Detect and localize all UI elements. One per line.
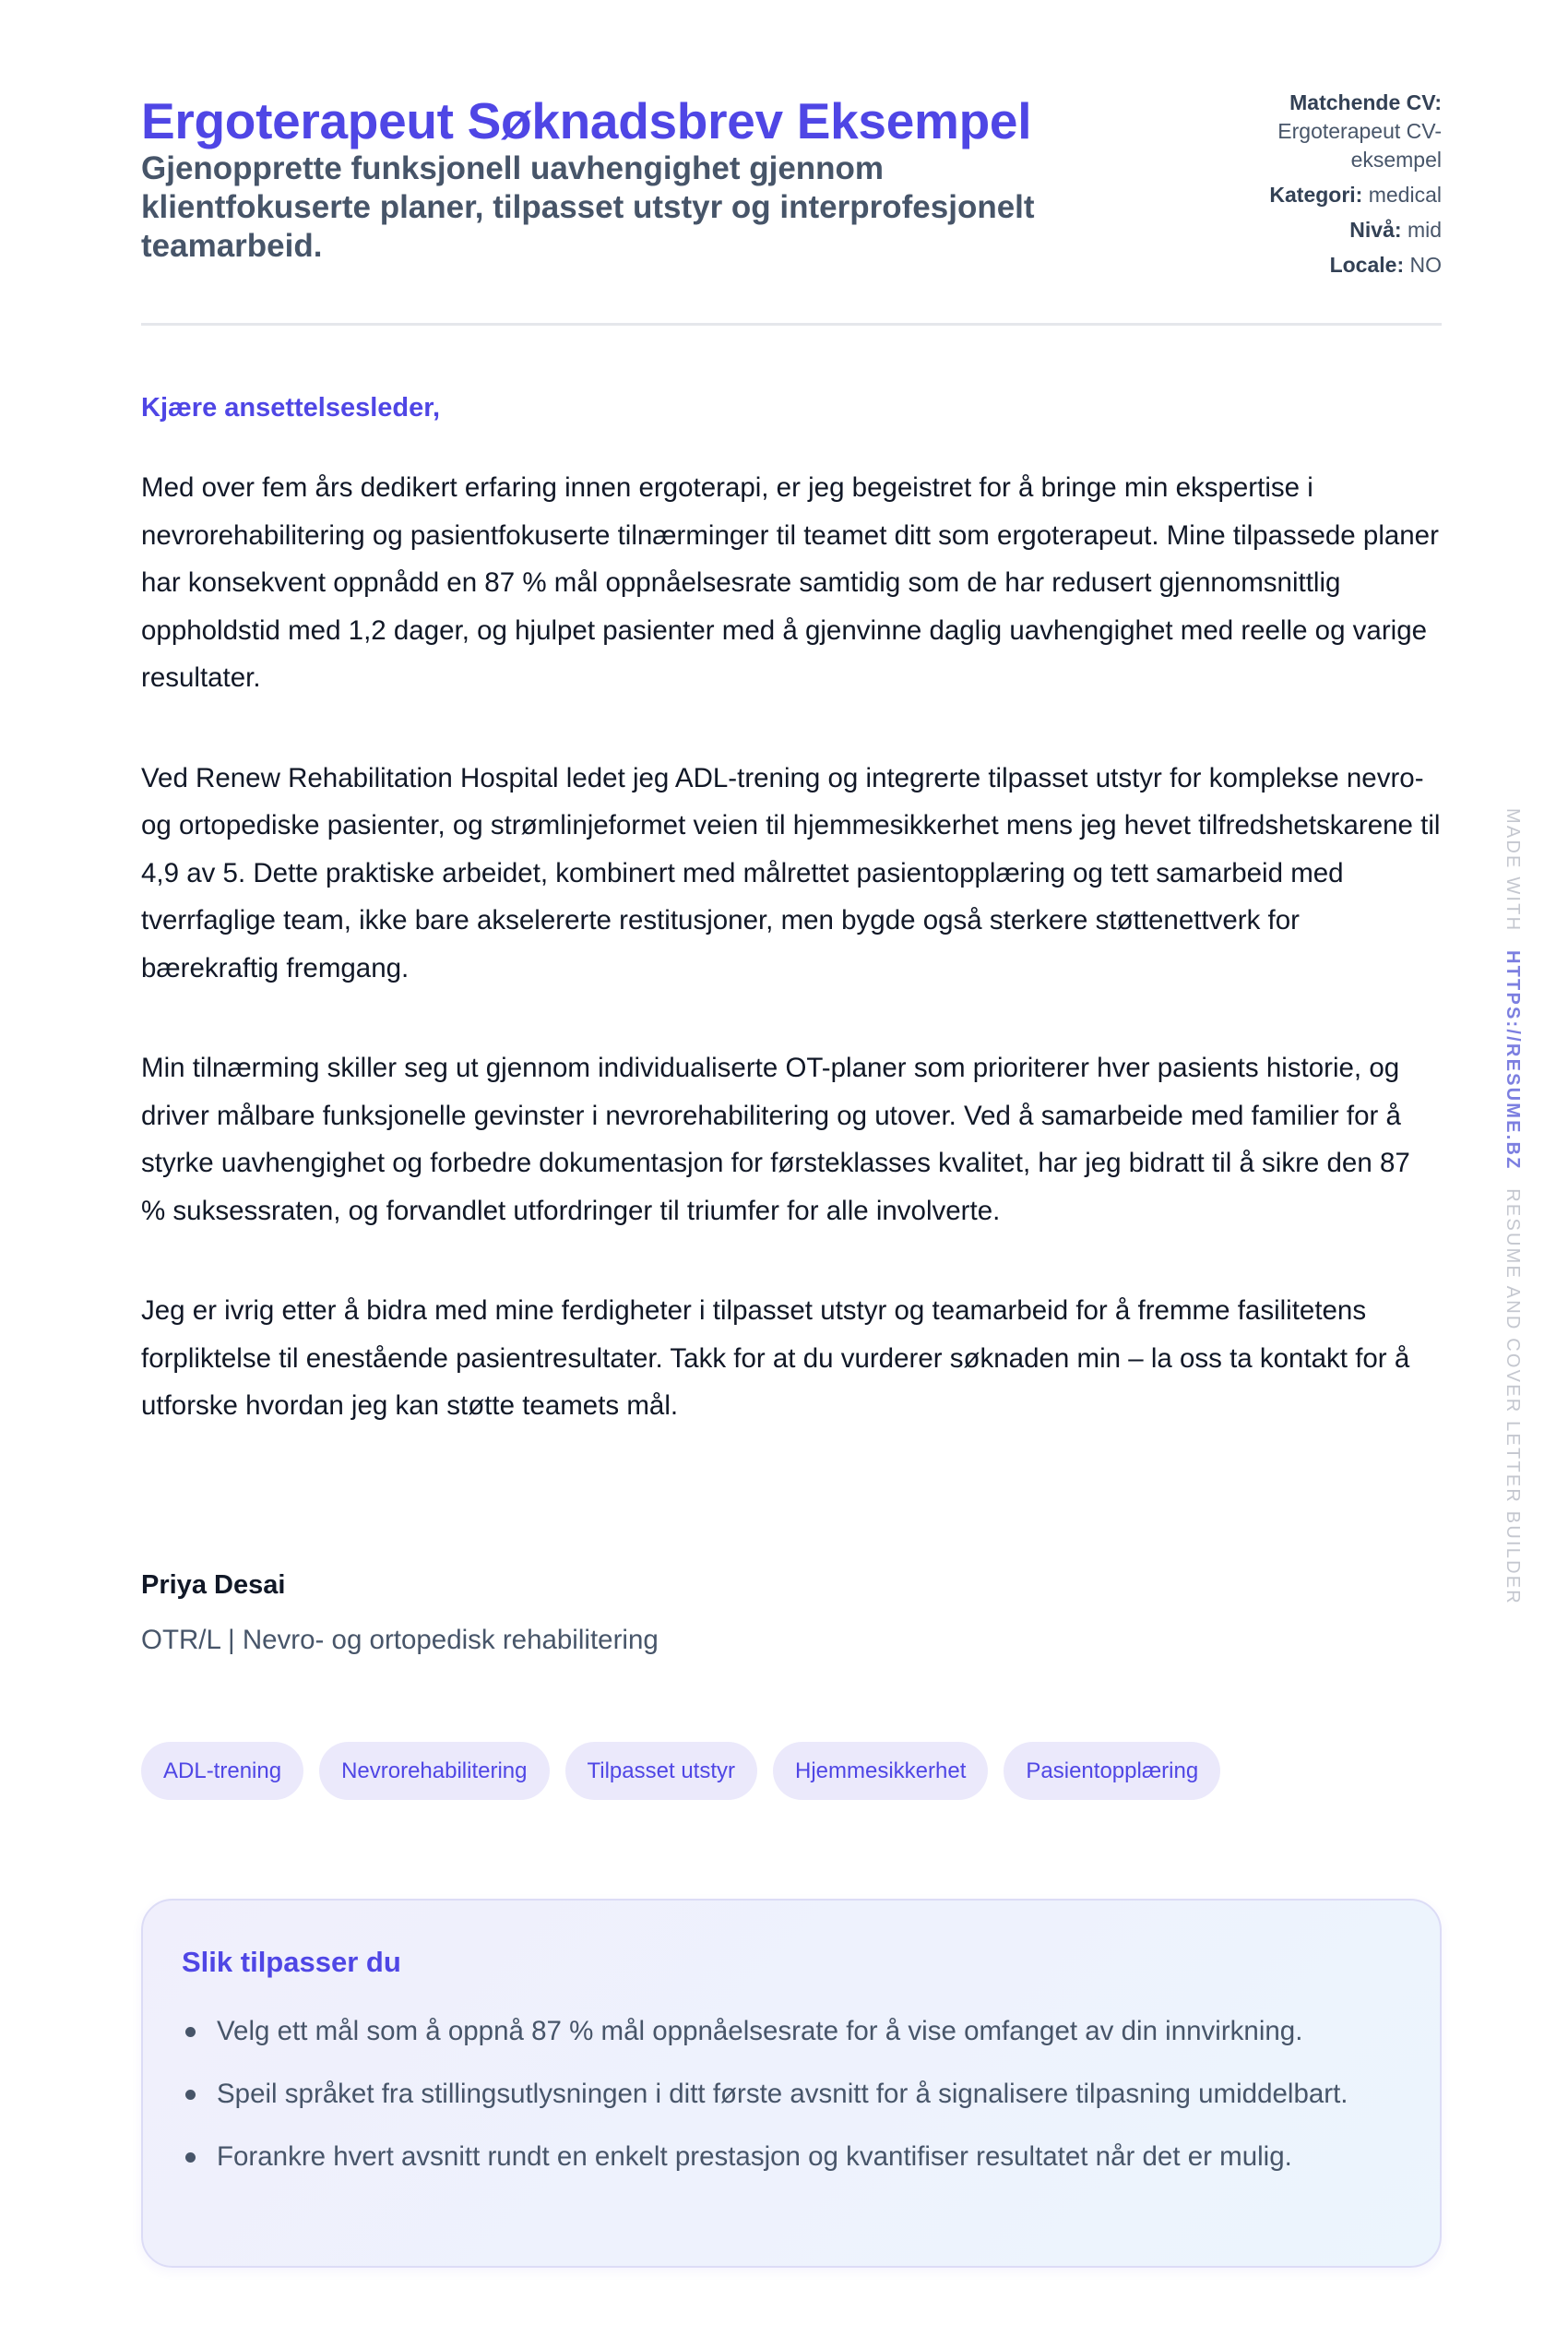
skill-tag: ADL-trening (141, 1742, 303, 1800)
bullet-icon (185, 2090, 196, 2100)
meta-category (1220, 181, 1442, 209)
meta-category-value: medical (1368, 183, 1442, 207)
tips-list (182, 2008, 1418, 2196)
letter-paragraph: Med over fem års dedikert erfaring innen ergoterapi, er jeg begeistret for å bringe min ekspertise i nevrorehabilitering og pasientfokuserte tilnærminger til teamet ditt som ergoterapeut. Mine tilpassede planer har konsekvent oppnådd en 87 % mål oppnåelsesrate samtidig som de har redusert gjennomsnittlig oppholdstid med 1,2 dager, og hjulpet pasienter med å gjenvinne daglig uavhengighet med reelle og varige resultater. (141, 472, 1439, 693)
meta-level-label: Nivå: (1349, 218, 1402, 242)
letter-body (141, 464, 1442, 1483)
tip-text: Velg ett mål som å oppnå 87 % mål oppnåelsesrate for å vise omfanget av din innvirkning. (217, 2016, 1303, 2046)
skill-tag: Nevrorehabilitering (319, 1742, 549, 1800)
bullet-icon (185, 2152, 196, 2163)
meta-level (1220, 216, 1442, 244)
watermark-brand-link[interactable]: HTTPS://RESUME.BZ (1503, 950, 1523, 1171)
customization-tips-box (141, 1899, 1442, 2268)
letter-paragraph: Jeg er ivrig etter å bidra med mine ferdigheter i tilpasset utstyr og teamarbeid for å fremme fasilitetens forpliktelse til enestående pasientresultater. Takk for at du vurderer søknaden min – la oss ta kontakt for å utforske hvordan jeg kan støtte teamets mål. (141, 1295, 1410, 1421)
letter-paragraph: Ved Renew Rehabilitation Hospital ledet jeg ADL-trening og integrerte tilpasset utstyr for komplekse nevro- og ortopediske pasienter, og strømlinjeformet veien til hjemmesikkerhet mens jeg hevet tilfredshetskarene til 4,9 av 5. Dette praktiske arbeidet, kombinert med målrettet pasientopplæring og tett samarbeid med tverrfaglige team, ikke bare akselererte restitusjoner, men bygde også sterkere støttenettverk for bærekraftig fremgang. (141, 762, 1441, 983)
meta-matching-cv-label: Matchende CV: (1289, 90, 1442, 114)
tip-text: Speil språket fra stillingsutlysningen i ditt første avsnitt for å signalisere tilpasning umiddelbart. (217, 2079, 1348, 2109)
meta-level-value: mid (1407, 218, 1442, 242)
signature-title: OTR/L | Nevro- og ortopedisk rehabilitering (141, 1625, 659, 1655)
meta-matching-cv (1220, 89, 1442, 174)
page-subtitle: Gjenopprette funksjonell uavhengighet gjennom klientfokuserte planer, tilpasset utstyr og interprofesjonelt teamarbeid. (141, 150, 1035, 264)
page-title: Ergoterapeut Søknadsbrev Eksempel (141, 92, 1032, 149)
document-header (141, 89, 1442, 325)
tip-item (182, 2070, 1418, 2117)
header-divider (141, 323, 1442, 326)
letter-paragraph: Min tilnærming skiller seg ut gjennom individualiserte OT-planer som prioriterer hver pasients historie, og driver målbare funksjonelle gevinster i nevrorehabilitering og utover. Ved å samarbeide med familier for å styrke uavhengighet og forbedre dokumentasjon for førsteklasses kvalitet, har jeg bidratt til å sikre den 87 % suksessraten, og forvandlet utfordringer til triumfer for alle involverte. (141, 1053, 1410, 1226)
meta-locale-label: Locale: (1329, 253, 1405, 277)
skill-tag: Pasientopplæring (1004, 1742, 1220, 1800)
tip-item (182, 2008, 1418, 2055)
meta-matching-cv-value: Ergoterapeut CV-eksempel (1277, 119, 1442, 172)
tips-title: Slik tilpasser du (182, 1946, 401, 1978)
meta-locale (1220, 251, 1442, 280)
meta-category-label: Kategori: (1269, 183, 1363, 207)
tip-item (182, 2133, 1418, 2180)
meta-panel (1220, 89, 1442, 286)
skill-tag: Hjemmesikkerhet (773, 1742, 988, 1800)
tip-text: Forankre hvert avsnitt rundt en enkelt prestasjon og kvantifiser resultatet når det er mulig. (217, 2141, 1292, 2172)
skill-tags (141, 1742, 1220, 1800)
letter-greeting: Kjære ansettelsesleder, (141, 393, 441, 423)
bullet-icon (185, 2027, 196, 2037)
signature-name: Priya Desai (141, 1570, 286, 1600)
vertical-watermark (1502, 808, 1523, 1605)
meta-locale-value: NO (1409, 253, 1442, 277)
watermark-suffix: RESUME AND COVER LETTER BUILDER (1503, 1188, 1523, 1605)
watermark-prefix: MADE WITH (1503, 808, 1523, 933)
skill-tag: Tilpasset utstyr (565, 1742, 758, 1800)
